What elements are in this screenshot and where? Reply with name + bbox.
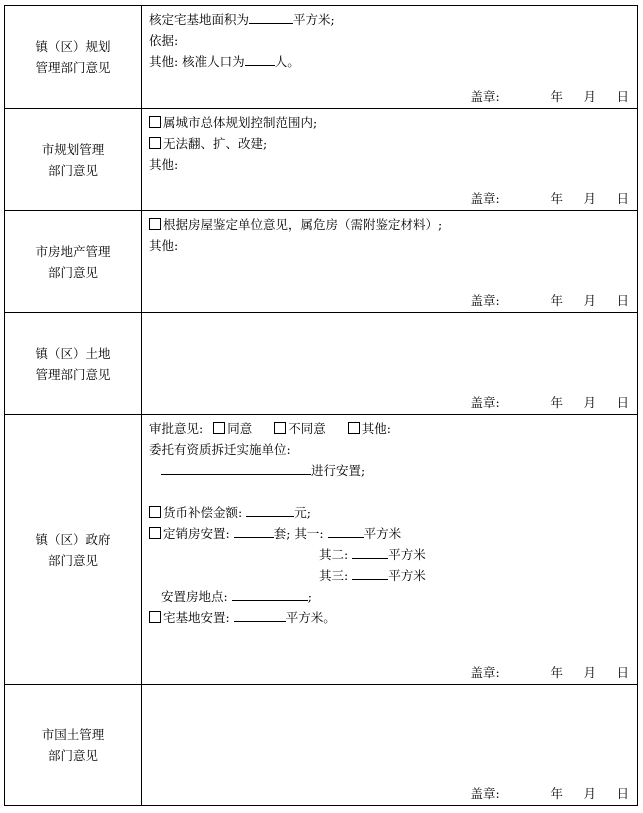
one-label: 其一: xyxy=(294,526,324,541)
label-line: 管理部门意见 xyxy=(35,60,111,75)
homestead-label: 宅基地安置: xyxy=(163,610,230,625)
form-row-city-planning xyxy=(5,109,638,211)
row-label xyxy=(5,415,142,685)
label-line: 部门意见 xyxy=(47,162,98,178)
day-label: 日 xyxy=(616,786,629,801)
entrust-label: 委托有资质拆迁实施单位: xyxy=(149,442,291,457)
label-line: 部门意见 xyxy=(47,552,98,568)
day-label: 日 xyxy=(616,293,629,308)
unit-blank-field[interactable] xyxy=(161,460,311,475)
checkbox[interactable] xyxy=(149,527,161,539)
other-label: 其他: xyxy=(361,421,391,436)
row-content xyxy=(142,6,638,109)
disagree-checkbox[interactable] xyxy=(274,422,286,434)
label-line: 市国土管理 xyxy=(41,727,105,742)
house-label: 定销房安置: xyxy=(163,526,230,541)
seal-label: 盖章: xyxy=(470,191,500,206)
day-label: 日 xyxy=(616,665,629,680)
signature-line xyxy=(470,87,629,105)
signature-line xyxy=(470,393,629,411)
label-line: 市规划管理 xyxy=(41,141,105,157)
seal-label: 盖章: xyxy=(470,89,500,104)
signature-line xyxy=(470,291,629,309)
population-label: 其他: 核准人口为 xyxy=(149,54,245,69)
label-line: 镇（区）规划 xyxy=(35,39,111,54)
option-label: 无法翻、扩、改建; xyxy=(163,136,268,151)
cash-label: 货币补偿金额: xyxy=(163,505,243,520)
one-blank-field[interactable] xyxy=(328,523,364,538)
year-label: 年 xyxy=(550,293,563,308)
checkbox[interactable] xyxy=(149,137,161,149)
cash-blank-field[interactable] xyxy=(246,502,294,517)
other-checkbox[interactable] xyxy=(348,422,360,434)
disagree-label: 不同意 xyxy=(288,421,326,436)
year-label: 年 xyxy=(550,395,563,410)
cash-unit: 元; xyxy=(294,505,311,520)
seal-label: 盖章: xyxy=(470,786,500,801)
house-blank-field[interactable] xyxy=(234,523,274,538)
other-label: 其他: xyxy=(149,238,179,253)
month-label: 月 xyxy=(583,786,596,801)
approval-label: 审批意见: xyxy=(149,421,204,436)
approval-form-table xyxy=(4,5,638,806)
homestead-unit: 平方米。 xyxy=(285,610,336,625)
signature-line xyxy=(470,784,629,802)
form-row-town-planning xyxy=(5,6,638,109)
house-unit: 套; xyxy=(273,526,291,541)
form-row-city-land xyxy=(5,685,638,806)
row-content xyxy=(142,211,638,313)
form-row-town-land xyxy=(5,313,638,415)
form-row-town-government xyxy=(5,415,638,685)
checkbox[interactable] xyxy=(149,116,161,128)
row-content[interactable] xyxy=(142,313,638,415)
area-label: 核定宅基地面积为 xyxy=(149,12,250,27)
area-blank-field[interactable] xyxy=(249,9,293,24)
label-line: 部门意见 xyxy=(47,264,98,280)
two-label: 其二: xyxy=(319,547,349,562)
signature-line xyxy=(470,189,629,207)
row-content xyxy=(142,109,638,211)
other-label: 其他: xyxy=(149,157,179,172)
row-label xyxy=(5,685,142,806)
three-blank-field[interactable] xyxy=(352,565,388,580)
row-label xyxy=(5,211,142,313)
basis-label: 依据: xyxy=(149,33,179,48)
two-blank-field[interactable] xyxy=(352,544,388,559)
month-label: 月 xyxy=(583,665,596,680)
population-blank-field[interactable] xyxy=(245,51,275,66)
resettle-label: 进行安置; xyxy=(311,463,366,478)
checkbox[interactable] xyxy=(149,611,161,623)
day-label: 日 xyxy=(616,89,629,104)
sqm-unit: 平方米 xyxy=(363,526,402,541)
label-line: 管理部门意见 xyxy=(35,366,111,382)
year-label: 年 xyxy=(550,191,563,206)
seal-label: 盖章: xyxy=(470,395,500,410)
option-label: 根据房屋鉴定单位意见，属危房（需附鉴定材料）; xyxy=(163,217,443,232)
location-blank-field[interactable] xyxy=(232,586,308,601)
label-line: 镇（区）土地 xyxy=(35,345,111,361)
signature-line xyxy=(470,663,629,681)
seal-label: 盖章: xyxy=(470,293,500,308)
location-suffix: ; xyxy=(307,589,312,604)
label-line: 市房地产管理 xyxy=(35,243,111,259)
month-label: 月 xyxy=(583,293,596,308)
year-label: 年 xyxy=(550,786,563,801)
population-unit: 人。 xyxy=(274,54,300,69)
row-label xyxy=(5,109,142,211)
day-label: 日 xyxy=(616,191,629,206)
seal-label: 盖章: xyxy=(470,665,500,680)
label-line: 镇（区）政府 xyxy=(35,531,111,547)
label-line: 部门意见 xyxy=(47,748,98,763)
sqm-unit: 平方米 xyxy=(388,568,426,583)
sqm-unit: 平方米 xyxy=(388,547,426,562)
option-label: 属城市总体规划控制范围内; xyxy=(163,115,318,130)
month-label: 月 xyxy=(583,191,596,206)
month-label: 月 xyxy=(583,395,596,410)
agree-label: 同意 xyxy=(227,421,253,436)
year-label: 年 xyxy=(550,89,563,104)
homestead-blank-field[interactable] xyxy=(234,607,286,622)
row-label xyxy=(5,313,142,415)
location-label: 安置房地点: xyxy=(161,589,228,604)
area-unit: 平方米; xyxy=(293,12,335,27)
form-row-city-housing xyxy=(5,211,638,313)
month-label: 月 xyxy=(583,89,596,104)
year-label: 年 xyxy=(550,665,563,680)
three-label: 其三: xyxy=(319,568,349,583)
checkbox[interactable] xyxy=(149,506,161,518)
day-label: 日 xyxy=(616,395,629,410)
agree-checkbox[interactable] xyxy=(213,422,225,434)
checkbox[interactable] xyxy=(149,218,161,230)
row-content xyxy=(142,415,638,685)
row-label xyxy=(5,6,142,109)
row-content[interactable] xyxy=(142,685,638,806)
